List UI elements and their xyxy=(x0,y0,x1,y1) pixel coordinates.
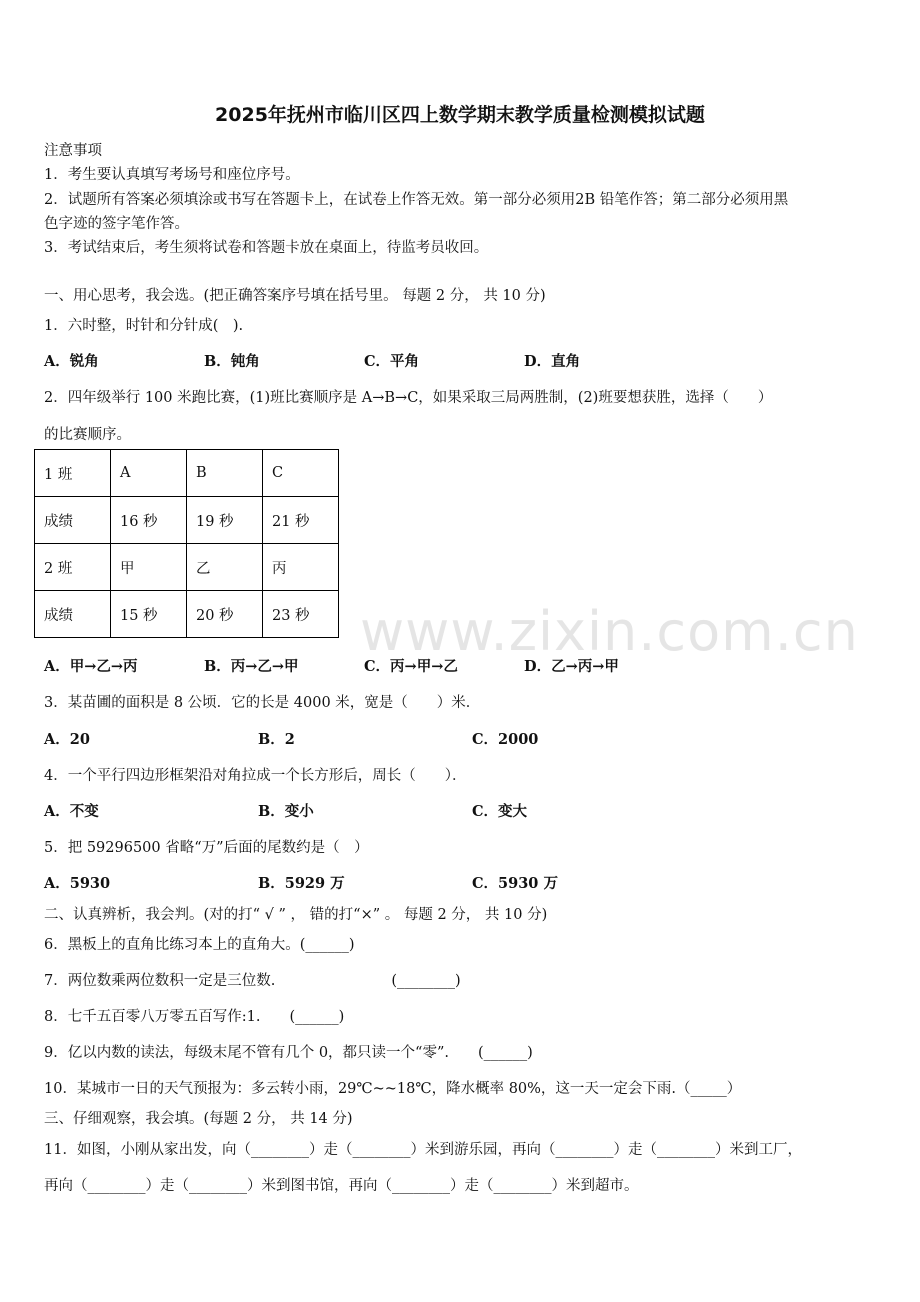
table-cell: 23 秒 xyxy=(263,591,339,638)
q3-option-a: A．20 xyxy=(44,731,90,748)
q5-option-b: B．5929 万 xyxy=(258,875,345,892)
table-row xyxy=(35,544,339,591)
table-cell: 丙 xyxy=(263,544,339,591)
q4-option-c: C．变大 xyxy=(472,803,528,820)
q5-option-a: A．5930 xyxy=(44,875,111,892)
question-5-text: 5．把 59296500 省略“万”后面的尾数约是（ ） xyxy=(44,840,369,856)
q4-option-a: A．不变 xyxy=(44,803,99,820)
notice-item-1: 1．考生要认真填写考场号和座位序号。 xyxy=(44,167,300,183)
question-6-text: 6．黑板上的直角比练习本上的直角大。(______) xyxy=(44,937,355,953)
table-cell: 乙 xyxy=(187,544,263,591)
notice-item-2-cont: 色字迹的签字笔作答。 xyxy=(44,216,189,232)
race-results-table xyxy=(34,449,339,638)
section1-heading: 一、用心思考，我会选。(把正确答案序号填在括号里。 每题 2 分， 共 10 分) xyxy=(44,288,546,304)
question-9-text: 9．亿以内数的读法，每级末尾不管有几个 0，都只读一个“零”. (______) xyxy=(44,1045,533,1061)
question-11-text: 11．如图，小刚从家出发，向（________）走（________）米到游乐园，再向（________）走（________）米到工厂， xyxy=(44,1142,802,1158)
question-2-text-cont: 的比赛顺序。 xyxy=(44,427,131,443)
q1-option-a: A．锐角 xyxy=(44,353,99,370)
notice-heading: 注意事项 xyxy=(44,143,102,159)
table-row xyxy=(35,591,339,638)
table-cell: 20 秒 xyxy=(187,591,263,638)
page-title: 2025年抚州市临川区四上数学期末教学质量检测模拟试题 xyxy=(215,104,705,126)
notice-item-3: 3．考试结束后，考生须将试卷和答题卡放在桌面上，待监考员收回。 xyxy=(44,240,489,256)
notice-item-2: 2．试题所有答案必须填涂或书写在答题卡上，在试卷上作答无效。第一部分必须用2B 铅笔作答；第二部分必须用黑 xyxy=(44,192,789,208)
q2-option-b: B．丙→乙→甲 xyxy=(204,658,299,675)
q1-option-c: C．平角 xyxy=(364,353,420,370)
table-cell: A xyxy=(111,450,187,497)
question-2-text: 2．四年级举行 100 米跑比赛，(1)班比赛顺序是 A→B→C，如果采取三局两胜制，(2)班要想获胜，选择（ ） xyxy=(44,390,773,406)
table-row xyxy=(35,497,339,544)
q2-option-c: C．丙→甲→乙 xyxy=(364,658,458,675)
table-cell: 成绩 xyxy=(35,497,111,544)
table-cell: C xyxy=(263,450,339,497)
table-cell: 21 秒 xyxy=(263,497,339,544)
table-cell: 甲 xyxy=(111,544,187,591)
q2-option-d: D．乙→丙→甲 xyxy=(524,658,619,675)
q1-option-b: B．钝角 xyxy=(204,353,260,370)
table-cell: 15 秒 xyxy=(111,591,187,638)
q3-option-c: C．2000 xyxy=(472,731,539,748)
table-cell: 16 秒 xyxy=(111,497,187,544)
question-11-text-cont: 再向（________）走（________）米到图书馆，再向（________）走（________）米到超市。 xyxy=(44,1178,639,1194)
q5-option-c: C．5930 万 xyxy=(472,875,558,892)
watermark: www.zixin.com.cn xyxy=(360,600,859,663)
table-cell: 成绩 xyxy=(35,591,111,638)
q2-option-a: A．甲→乙→丙 xyxy=(44,658,138,675)
table-cell: B xyxy=(187,450,263,497)
table-cell: 1 班 xyxy=(35,450,111,497)
question-7-text: 7．两位数乘两位数积一定是三位数. (________) xyxy=(44,973,461,989)
question-3-text: 3．某苗圃的面积是 8 公顷．它的长是 4000 米，宽是（ ）米． xyxy=(44,695,481,711)
question-1-text: 1．六时整，时针和分针成( ). xyxy=(44,318,244,334)
q1-option-d: D．直角 xyxy=(524,353,581,370)
question-10-text: 10．某城市一日的天气预报为：多云转小雨，29℃~~18℃，降水概率 80%，这一天一定会下雨.（_____） xyxy=(44,1081,742,1097)
table-row xyxy=(35,450,339,497)
table-cell: 2 班 xyxy=(35,544,111,591)
q3-option-b: B．2 xyxy=(258,731,295,748)
section3-heading: 三、仔细观察，我会填。(每题 2 分， 共 14 分) xyxy=(44,1111,353,1127)
q4-option-b: B．变小 xyxy=(258,803,314,820)
section2-heading: 二、认真辨析，我会判。(对的打“ √ ” ， 错的打“×” 。 每题 2 分， 共 10 分) xyxy=(44,907,548,923)
question-8-text: 8．七千五百零八万零五百写作:1. (______) xyxy=(44,1009,345,1025)
question-4-text: 4．一个平行四边形框架沿对角拉成一个长方形后，周长（ ）． xyxy=(44,768,467,784)
table-cell: 19 秒 xyxy=(187,497,263,544)
